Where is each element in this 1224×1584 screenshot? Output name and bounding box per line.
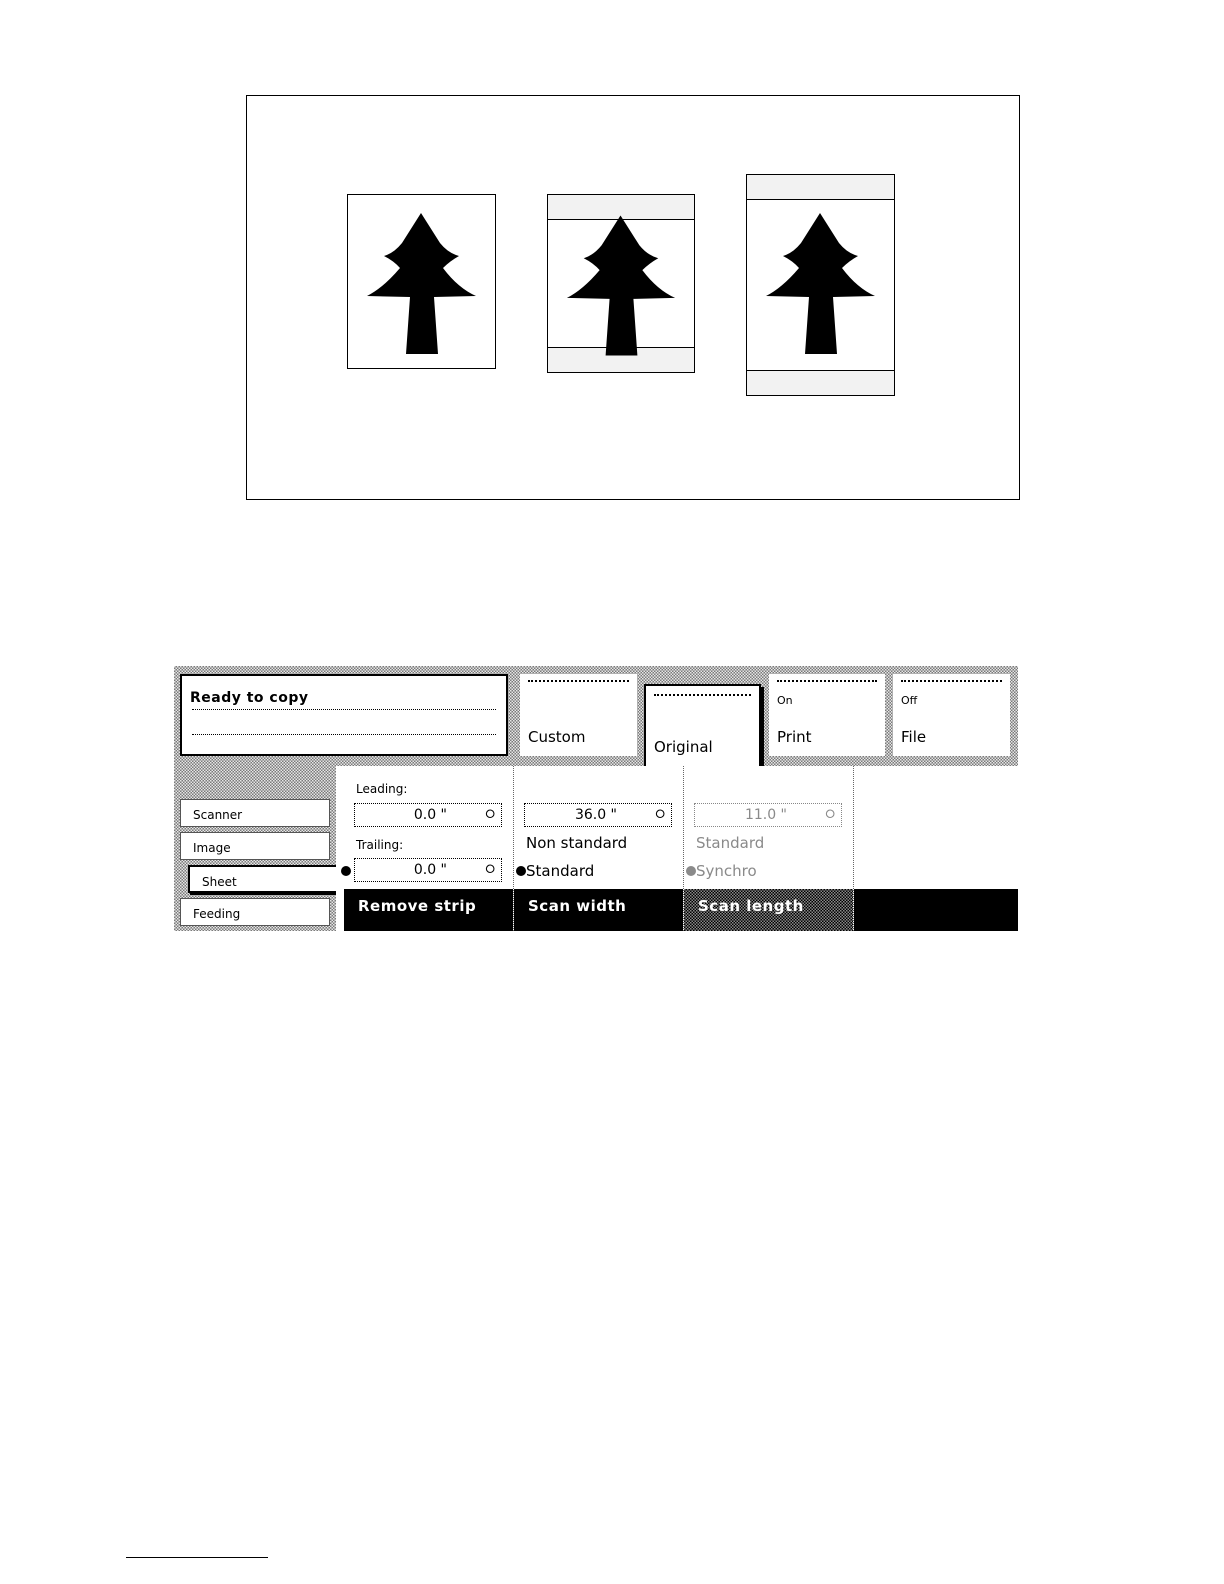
leading-stepper[interactable] (354, 803, 502, 827)
tree-icon (348, 213, 495, 355)
sidebar-item-label: Sheet (202, 875, 237, 889)
tree-icon (548, 215, 694, 357)
trailing-stepper[interactable] (354, 858, 502, 882)
trailing-value: 0.0 " (413, 862, 447, 878)
option-synchro[interactable]: Synchro (696, 862, 757, 880)
status-divider (192, 734, 496, 735)
sidebar-item-label: Scanner (193, 808, 243, 822)
scan-length-value: 11.0 " (744, 807, 787, 823)
leading-label: Leading: (356, 782, 408, 796)
tile-file-label: File (901, 728, 927, 746)
scan-length-stepper[interactable] (694, 803, 842, 827)
sidebar-item-scanner[interactable] (180, 799, 330, 827)
scan-width-button[interactable]: Scan width (514, 889, 683, 931)
strip-illustration (246, 95, 1020, 500)
sheet-strips-removed (547, 194, 695, 373)
scan-width-column (514, 766, 684, 931)
spin-arrows-icon[interactable]: ⭘ (485, 862, 495, 876)
tile-custom[interactable] (520, 674, 637, 756)
option-non-standard[interactable]: Non standard (526, 834, 628, 852)
tile-print-state: On (777, 694, 793, 707)
sidebar-item-label: Image (193, 841, 231, 855)
tile-original[interactable] (644, 684, 761, 768)
leading-value: 0.0 " (413, 807, 447, 823)
trailing-label: Trailing: (356, 838, 404, 852)
sheet-settings (336, 766, 1018, 931)
scanner-control-panel (174, 666, 1018, 931)
remove-strip-button[interactable]: Remove strip (344, 889, 513, 931)
tile-file-state: Off (901, 694, 918, 707)
status-display (180, 674, 508, 756)
radio-disabled-icon (686, 866, 696, 876)
spin-arrows-icon[interactable]: ⭘ (485, 807, 495, 821)
tile-custom-label: Custom (528, 728, 586, 746)
footnote-rule (126, 1557, 268, 1558)
spin-arrows-icon[interactable]: ⭘ (825, 807, 835, 821)
scan-length-column (684, 766, 854, 931)
sidebar-item-feeding[interactable] (180, 898, 330, 926)
sidebar-item-sheet[interactable] (188, 865, 340, 893)
trailing-marker (341, 866, 351, 876)
scan-width-value: 36.0 " (574, 807, 617, 823)
remove-strip-column (344, 766, 514, 931)
status-divider (192, 709, 496, 710)
leading-strip (747, 175, 894, 200)
empty-column (854, 766, 1018, 931)
sheet-strips-added (746, 174, 895, 396)
option-standard-length[interactable]: Standard (696, 834, 765, 852)
option-standard[interactable]: Standard (526, 862, 595, 880)
spin-arrows-icon[interactable]: ⭘ (655, 807, 665, 821)
tree-icon (747, 213, 894, 355)
sidebar-item-image[interactable] (180, 832, 330, 860)
scan-width-stepper[interactable] (524, 803, 672, 827)
radio-selected-icon (516, 866, 526, 876)
tile-print[interactable] (769, 674, 885, 756)
scan-length-button[interactable]: Scan length (684, 889, 853, 931)
sheet-original (347, 194, 496, 369)
tile-original-label: Original (654, 738, 713, 756)
tile-print-label: Print (777, 728, 812, 746)
status-title: Ready to copy (190, 690, 309, 706)
empty-footer (854, 889, 1018, 931)
sidebar-item-label: Feeding (193, 907, 241, 921)
trailing-strip (747, 370, 894, 395)
tile-file[interactable] (893, 674, 1010, 756)
